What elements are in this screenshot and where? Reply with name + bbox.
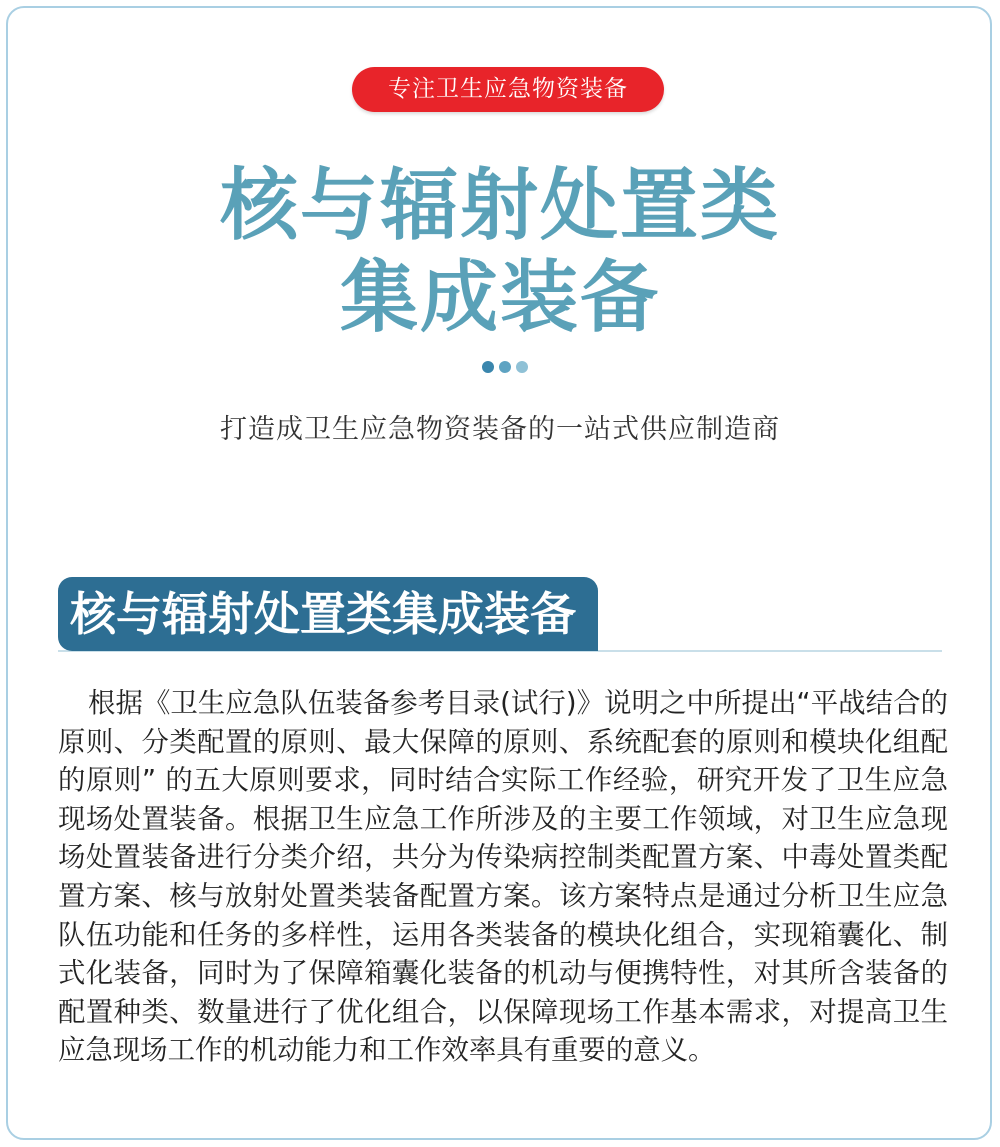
dot-2 (499, 361, 511, 373)
section-body-text: 根据《卫生应急队伍装备参考目录(试行)》说明之中所提出“平战结合的原则、分类配置的原则、最大保障的原则、系统配套的原则和模块化组配的原则” 的五大原则要求，同时结合实际工作经验，研究开发了卫生应急现场处置装备。根据卫生应急工作所涉及的主要工作领域，对卫生应急现场处置装备进行分类介绍，共分为传染病控制类配置方案、中毒处置类配置方案、核与放射处置类装备配置方案。该方案特点是通过分析卫生应急队伍功能和任务的多样性，运用各类装备的模块化组合，实现箱囊化、制式化装备，同时为了保障箱囊化装备的机动与便携特性，对其所含装备的配置种类、数量进行了优化组合，以保障现场工作基本需求，对提高卫生应急现场工作的机动能力和工作效率具有重要的意义。 (58, 688, 948, 1067)
decorative-dots (482, 361, 528, 373)
dot-3 (516, 361, 528, 373)
tagline-badge: 专注卫生应急物资装备 (352, 67, 664, 112)
hero-title-line-1: 核与辐射处置类 (219, 161, 780, 251)
subtitle: 打造成卫生应急物资装备的一站式供应制造商 (220, 414, 780, 445)
dot-1 (482, 361, 494, 373)
hero-title-line-2: 集成装备 (339, 253, 660, 343)
hero-title (0, 160, 1000, 344)
section-heading: 核与辐射处置类集成装备 (58, 577, 598, 651)
